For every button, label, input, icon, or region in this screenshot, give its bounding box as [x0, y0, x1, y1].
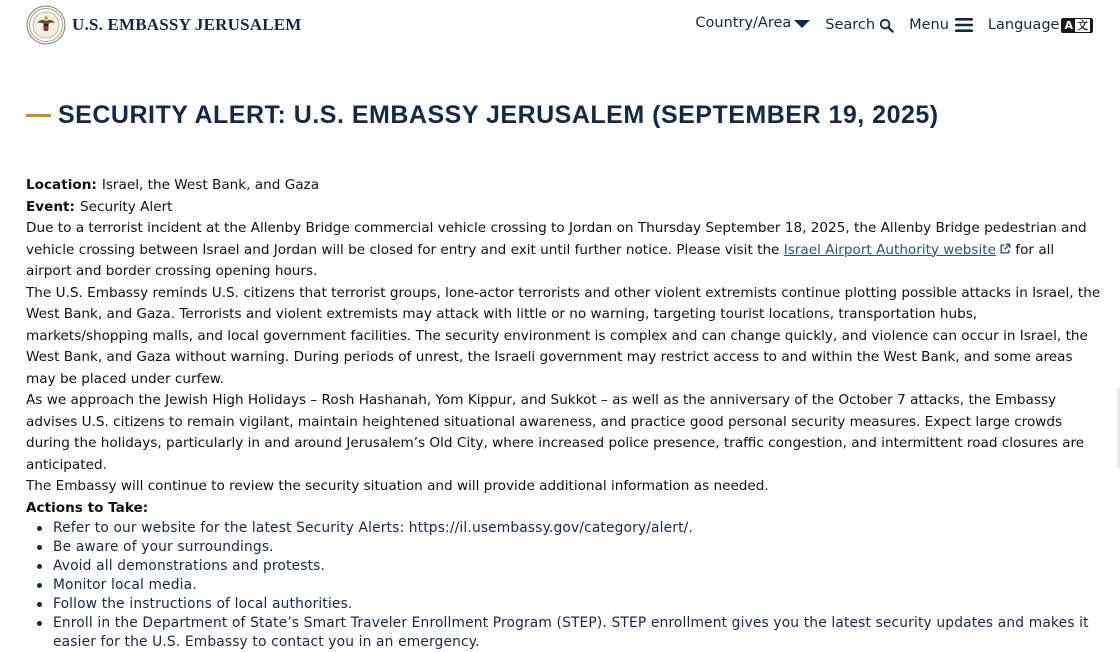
- search-button[interactable]: [825, 17, 894, 33]
- paragraph-holidays: As we approach the Jewish High Holidays – Rosh Hashanah, Yom Kippur, and Sukkot – as well as the anniversary of the October 7 attacks, the Embassy advises U.S. citizens to remain vigilant, maintain heightened situational awareness, and practice good personal security measures. Expect large crowds during the holidays, particularly in and around Jerusalem’s Old City, where increased police presence, traffic congestion, and intermittent road closures are anticipated.: [26, 392, 1085, 473]
- event-value: Security Alert: [79, 198, 173, 215]
- search-label: Search: [825, 17, 876, 33]
- list-item: Refer to our website for the latest Security Alerts: https://il.usembassy.gov/category/alert/.: [53, 519, 1101, 538]
- home-logo-link[interactable]: [26, 5, 302, 45]
- site-header: [0, 0, 1120, 56]
- title-row: [26, 101, 939, 130]
- menu-label: Menu: [909, 17, 949, 33]
- alert-content: [26, 175, 1101, 652]
- paragraph-border-closure: [26, 218, 1101, 283]
- hamburger-icon: [955, 18, 973, 32]
- israel-airport-authority-link[interactable]: [784, 242, 1011, 258]
- paragraph-review: The Embassy will continue to review the security situation and will provide additional information as needed.: [26, 478, 769, 494]
- list-item: Avoid all demonstrations and protests.: [53, 557, 1101, 576]
- external-link-icon: [999, 243, 1011, 255]
- menu-button[interactable]: [909, 17, 973, 33]
- actions-list: [26, 519, 1101, 652]
- title-accent-dash: [26, 114, 51, 117]
- translate-icon-a: A: [1064, 18, 1073, 32]
- country-area-dropdown[interactable]: [695, 15, 810, 31]
- list-item: Follow the instructions of local authorities.: [53, 595, 1101, 614]
- event-line: [26, 197, 1101, 219]
- embassy-seal-icon: [26, 5, 66, 45]
- location-line: [26, 175, 1101, 197]
- link-text: Israel Airport Authority website: [783, 241, 996, 258]
- site-name: U.S. EMBASSY JERUSALEM: [72, 15, 302, 34]
- language-label: Language: [987, 17, 1060, 33]
- main-nav: [695, 17, 1093, 33]
- search-icon: [879, 18, 894, 33]
- page-title: SECURITY ALERT: U.S. EMBASSY JERUSALEM (SEPTEMBER 19, 2025): [58, 101, 939, 129]
- list-item: Be aware of your surroundings.: [53, 538, 1101, 557]
- list-item: Monitor local media.: [53, 576, 1101, 595]
- location-value: Israel, the West Bank, and Gaza: [101, 177, 320, 193]
- list-item: Enroll in the Department of State’s Smart Traveler Enrollment Program (STEP). STEP enrollment gives you the latest security updates and makes it easier for the U.S. Embassy to contact you in an emergency.: [53, 614, 1101, 652]
- language-selector[interactable]: [988, 17, 1093, 33]
- event-label: Event:: [26, 198, 75, 215]
- translate-icon-zh: 文: [1077, 18, 1088, 32]
- caret-down-icon: [794, 20, 810, 28]
- paragraph-text: Due to a terrorist incident at the Allenby Bridge commercial vehicle crossing to Jordan on Thursday September 18, 2025, the Allenby Bridge pedestrian and vehicle crossing between Israel and Jordan will be closed for entry and exit until further notice. Please visit the: [26, 220, 1087, 258]
- actions-heading: Actions to Take:: [26, 499, 149, 516]
- translate-icon: [1061, 18, 1093, 33]
- location-label: Location:: [26, 177, 97, 193]
- paragraph-terrorism-warning: The U.S. Embassy reminds U.S. citizens that terrorist groups, lone-actor terrorists and other violent extremists continue plotting possible attacks in Israel, the West Bank, and Gaza. Terrorists and violent extremists may attack with little or no warning, targeting tourist locations, transportation hubs, markets/shopping malls, and local government facilities. The security environment is complex and can change quickly, and violence can occur in Israel, the West Bank, and Gaza without warning. During periods of unrest, the Israeli government may restrict access to and within the West Bank, and some areas may be placed under curfew.: [26, 284, 1101, 387]
- paragraph-text: for all airport and border crossing opening hours.: [26, 241, 1055, 279]
- country-area-label: Country/Area: [695, 15, 792, 31]
